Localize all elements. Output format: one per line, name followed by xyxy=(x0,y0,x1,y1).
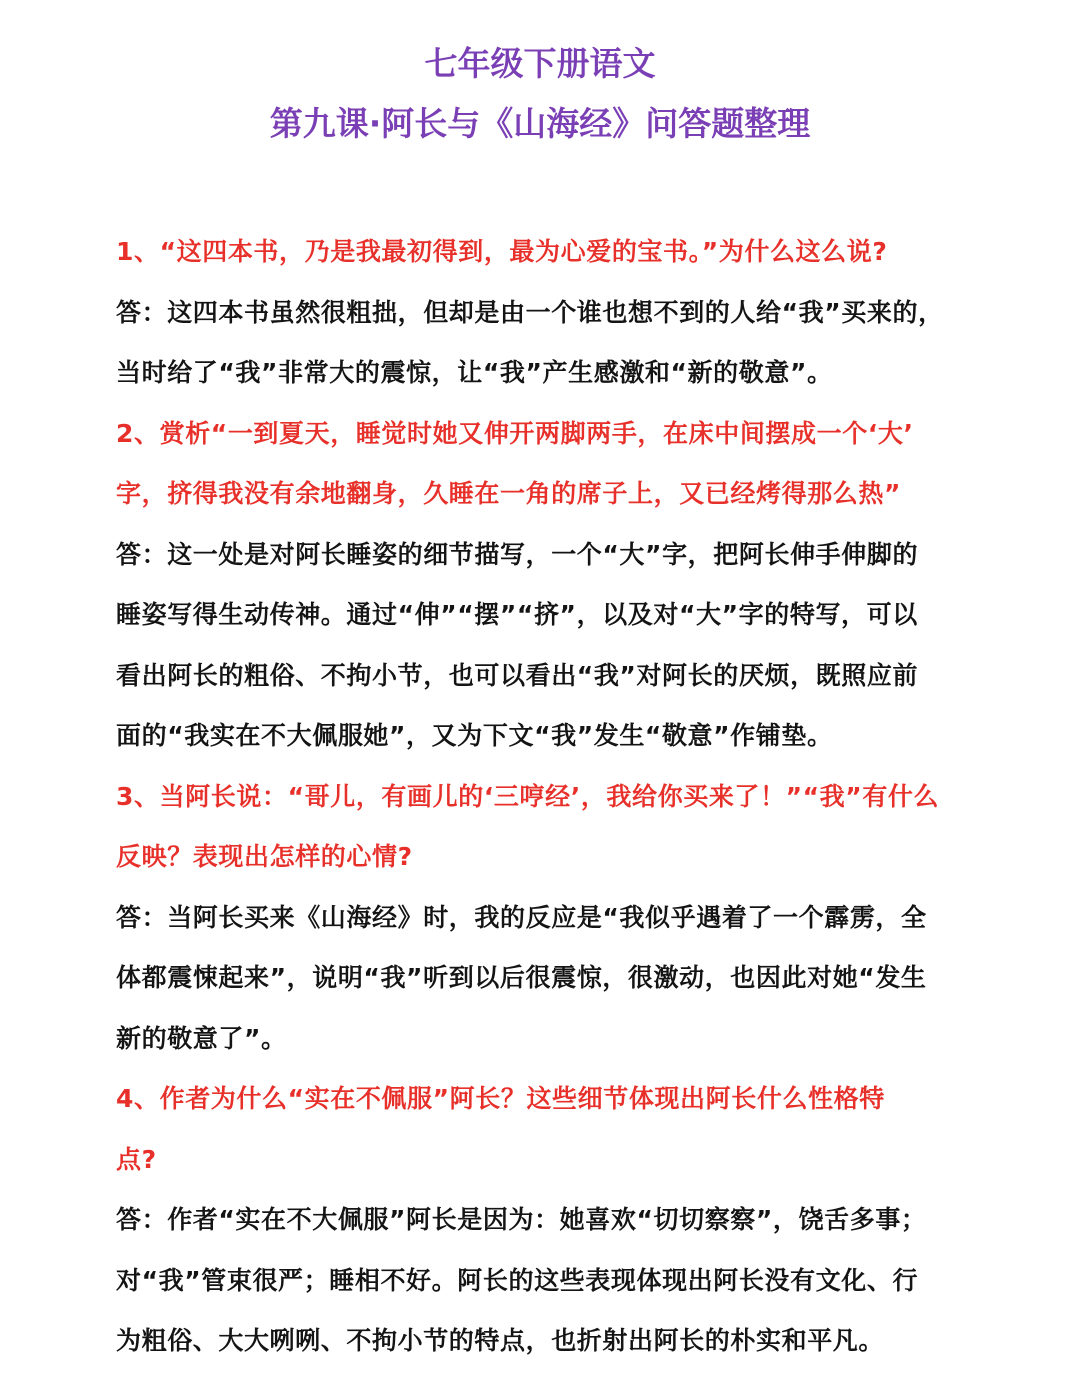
question-2-line-1: 2、赏析“一到夏天，睡觉时她又伸开两脚两手，在床中间摆成一个‘大’ xyxy=(116,418,914,448)
qa-item-1 xyxy=(116,222,964,404)
qa-list xyxy=(116,222,964,1372)
qa-item-3 xyxy=(116,767,964,1070)
answer-4-line-1: 答：作者“实在不大佩服”阿长是因为：她喜欢“切切察察”，饶舌多事； xyxy=(116,1205,927,1234)
qa-item-4 xyxy=(116,1069,964,1372)
answer-2-line-1: 答：这一处是对阿长睡姿的细节描写，一个“大”字，把阿长伸手伸脚的 xyxy=(116,539,919,569)
answer-2-line-4: 面的“我实在不大佩服她”，又为下文“我”发生“敬意”作铺垫。 xyxy=(116,721,833,750)
answer-3-line-1: 答：当阿长买来《山海经》时，我的反应是“我似乎遇着了一个霹雳，全 xyxy=(116,902,927,932)
question-1-line-1: 1、“这四本书，乃是我最初得到，最为心爱的宝书。”为什么这么说? xyxy=(116,237,888,266)
page-subtitle: 第九课·阿长与《山海经》问答题整理 xyxy=(269,104,811,143)
answer-2-line-3: 看出阿长的粗俗、不拘小节，也可以看出“我”对阿长的厌烦，既照应前 xyxy=(116,660,919,690)
answer-3-line-3: 新的敬意了”。 xyxy=(116,1023,287,1053)
answer-4-line-2: 对“我”管束很严；睡相不好。阿长的这些表现体现出阿长没有文化、行 xyxy=(116,1265,919,1295)
question-3-line-2: 反映？表现出怎样的心情? xyxy=(116,842,413,871)
question-3-line-1: 3、当阿长说：“哥儿，有画儿的‘三哼经’，我给你买来了！”“我”有什么 xyxy=(116,781,940,811)
answer-4-line-3: 为粗俗、大大咧咧、不拘小节的特点，也折射出阿长的朴实和平凡。 xyxy=(116,1326,885,1355)
answer-2-line-2: 睡姿写得生动传神。通过“伸”“摆”“挤”，以及对“大”字的特写，可以 xyxy=(116,600,918,629)
answer-3-line-2: 体都震悚起来”，说明“我”听到以后很震惊，很激动，也因此对她“发生 xyxy=(116,963,927,992)
answer-1-line-2: 当时给了“我”非常大的震惊，让“我”产生感激和“新的敬意”。 xyxy=(116,358,833,387)
qa-item-2 xyxy=(116,404,964,767)
answer-1-line-1: 答：这四本书虽然很粗拙，但却是由一个谁也想不到的人给“我”买来的， xyxy=(116,297,944,327)
page-title: 七年级下册语文 xyxy=(424,44,656,83)
question-4-line-2: 点? xyxy=(116,1144,157,1174)
question-4-line-1: 4、作者为什么“实在不佩服”阿长？这些细节体现出阿长什么性格特 xyxy=(116,1084,885,1113)
question-2-line-2: 字，挤得我没有余地翻身，久睡在一角的席子上，又已经烤得那么热” xyxy=(116,479,902,508)
